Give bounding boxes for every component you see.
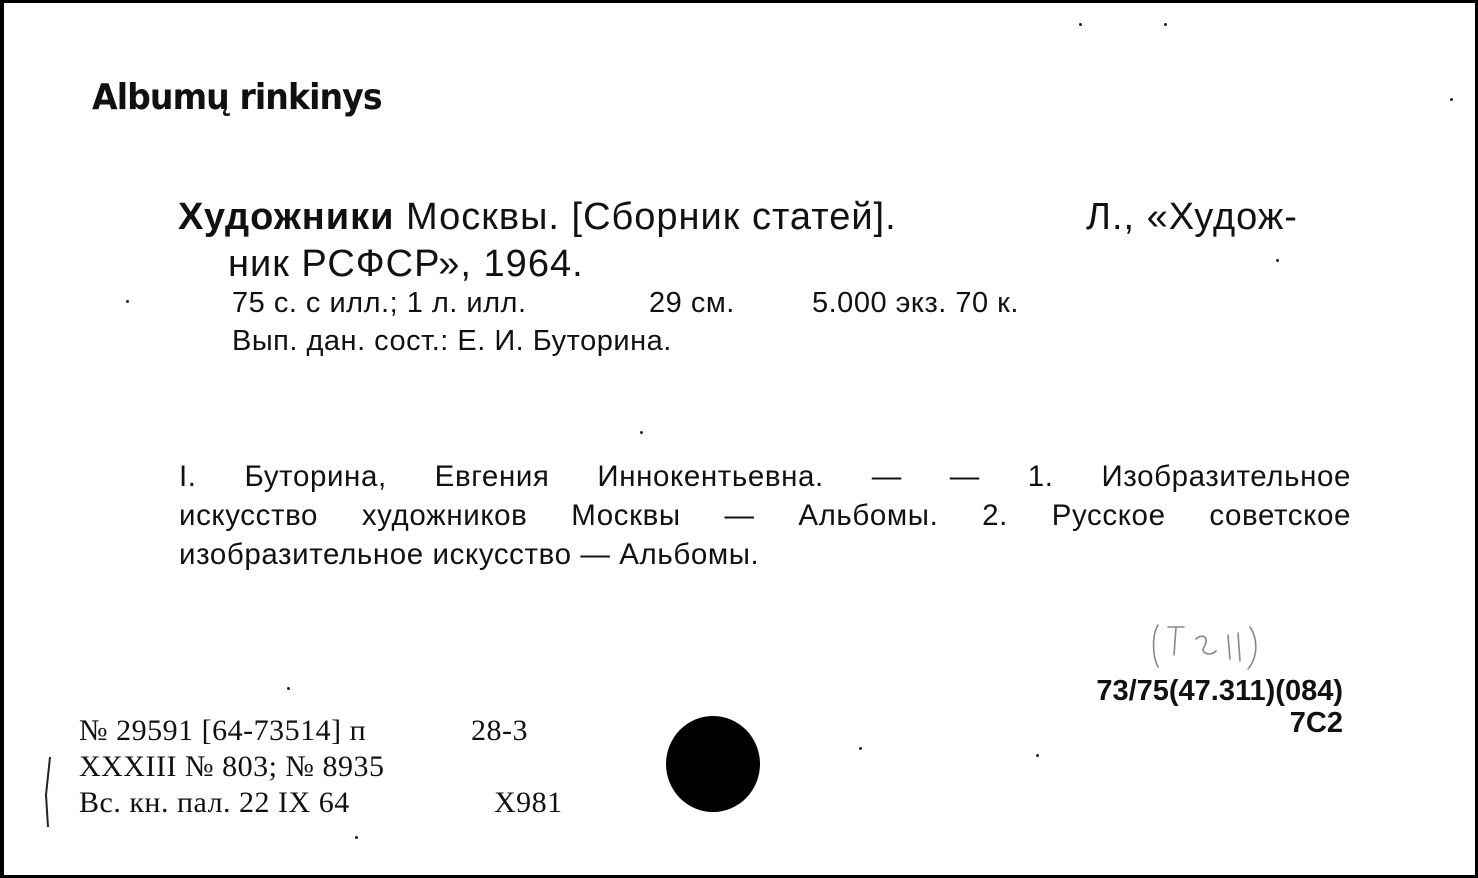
footer-registration-tail: 28-3 [471, 714, 528, 747]
punch-hole [666, 716, 760, 812]
margin-pencil-mark [44, 755, 52, 829]
footer-series-numbers: XXXIII № 803; № 8935 [79, 750, 385, 783]
speck [287, 687, 290, 690]
udc-classification: 73/75(47.311)(084) [1096, 675, 1343, 707]
speck [355, 836, 358, 839]
publisher-start: Л., «Худож- [1086, 196, 1298, 238]
tracing-line-1: I. Буторина, Евгения Иннокентьевна. — — 1. Изобразительное [179, 460, 1351, 493]
footer-chamber-date: Вс. кн. пал. 22 IX 64 [79, 786, 350, 819]
title-author-word: Художники [178, 196, 395, 238]
speck [1450, 98, 1453, 101]
title-rest: Москвы. [Сборник статей]. [394, 196, 897, 238]
imprint-note: Вып. дан. сост.: Е. И. Буторина. [232, 325, 672, 357]
speck [859, 747, 862, 750]
speck [1079, 23, 1082, 26]
footer-chamber-code: X981 [494, 786, 563, 819]
footer-registration: № 29591 [64-73514] п [79, 714, 367, 747]
speck [1276, 259, 1279, 262]
speck [126, 300, 129, 303]
card-heading: Albumų rinkinys [92, 77, 382, 118]
speck [1164, 23, 1167, 26]
collation-pages: 75 с. с илл.; 1 л. илл. [232, 287, 527, 319]
classification-code: 7С2 [1289, 707, 1343, 739]
speck [1036, 754, 1039, 757]
book-title [178, 196, 897, 239]
collation-size: 29 см. [649, 287, 735, 319]
collation-copies-price: 5.000 экз. 70 к. [812, 287, 1019, 319]
tracing-line-3: изобразительное искусство — Альбомы. [179, 538, 760, 571]
tracing-line-2: искусство художников Москвы — Альбомы. 2. Русское советское [179, 499, 1351, 532]
speck [640, 431, 643, 434]
publisher-end: ник РСФСР», 1964. [228, 243, 584, 285]
pencil-annotation [1144, 615, 1274, 675]
